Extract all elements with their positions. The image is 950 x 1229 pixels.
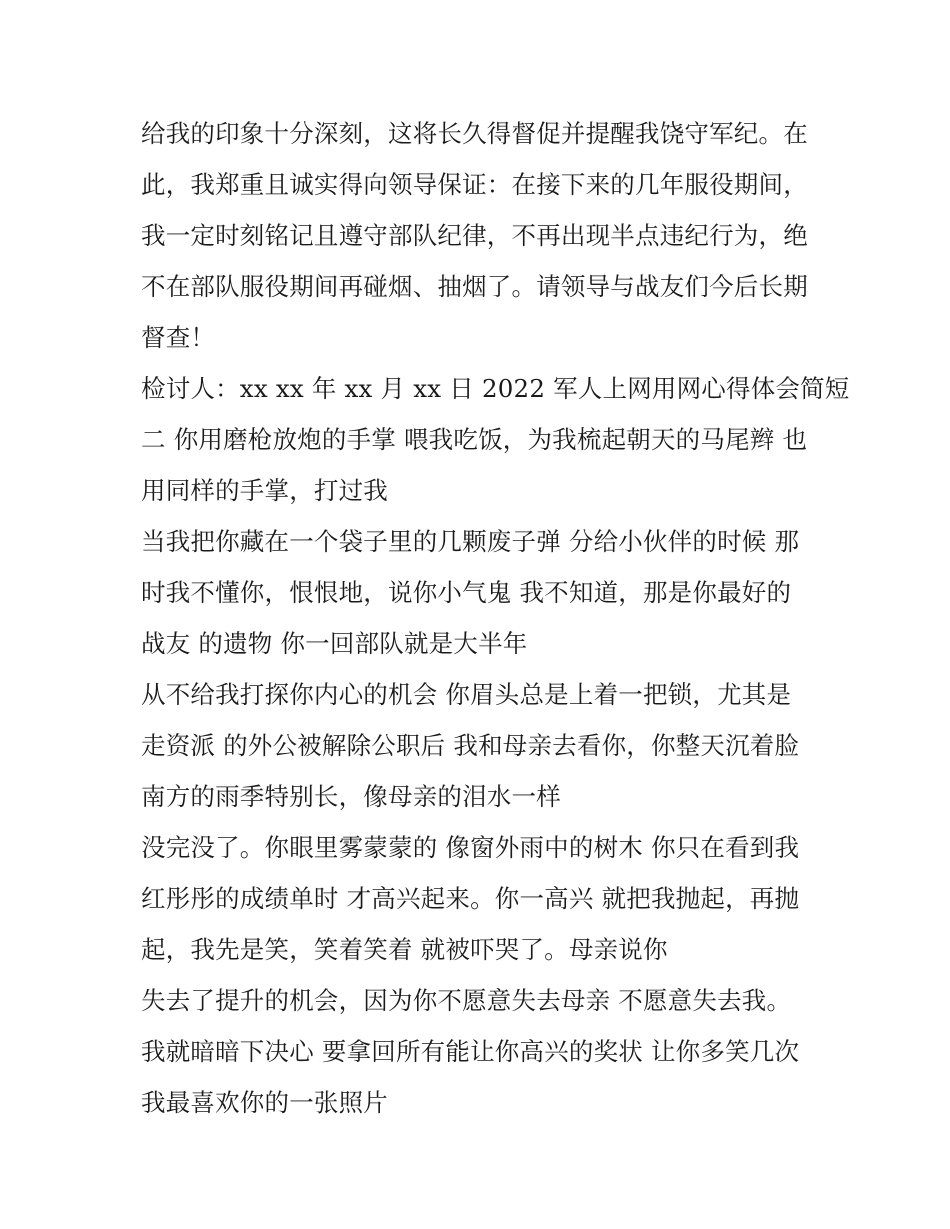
signature-line: 检讨人：xx xx 年 xx 月 xx 日 2022 军人上网用网心得体会简短 — [141, 374, 850, 403]
text-line: 我一定时刻铭记且遵守部队纪律，不再出现半点违纪行为，绝 — [141, 221, 808, 250]
text-line: 我最喜欢你的一张照片 — [141, 1088, 388, 1117]
text-line: 当我把你藏在一个袋子里的几颗废子弹 分给小伙伴的时候 那 — [141, 527, 800, 556]
text-line: 战友 的遗物 你一回部队就是大半年 — [141, 629, 528, 658]
text-line: 二 你用磨枪放炮的手掌 喂我吃饭，为我梳起朝天的马尾辫 也 — [141, 425, 808, 454]
text-line: 走资派 的外公被解除公职后 我和母亲去看你，你整天沉着脸 — [141, 731, 800, 760]
text-line: 用同样的手掌，打过我 — [141, 476, 388, 505]
document-body — [141, 108, 850, 1128]
text-line: 时我不懂你，恨恨地，说你小气鬼 我不知道，那是你最好的 — [141, 578, 792, 607]
text-line: 给我的印象十分深刻，这将长久得督促并提醒我饶守军纪。在 — [141, 119, 808, 148]
text-line: 不在部队服役期间再碰烟、抽烟了。请领导与战友们今后长期 — [141, 272, 808, 301]
text-line: 没完没了。你眼里雾蒙蒙的 像窗外雨中的树木 你只在看到我 — [141, 833, 800, 862]
text-line: 我就暗暗下决心 要拿回所有能让你高兴的奖状 让你多笑几次 — [141, 1037, 800, 1066]
text-line: 从不给我打探你内心的机会 你眉头总是上着一把锁，尤其是 — [141, 680, 792, 709]
text-line: 失去了提升的机会，因为你不愿意失去母亲 不愿意失去我。 — [141, 986, 792, 1015]
text-line: 起，我先是笑，笑着笑着 就被吓哭了。母亲说你 — [141, 935, 668, 964]
text-line: 督查！ — [141, 323, 216, 352]
text-line: 此，我郑重且诚实得向领导保证：在接下来的几年服役期间， — [141, 170, 808, 199]
text-line: 南方的雨季特别长，像母亲的泪水一样 — [141, 782, 561, 811]
text-line: 红彤彤的成绩单时 才高兴起来。你一高兴 就把我抛起，再抛 — [141, 884, 800, 913]
